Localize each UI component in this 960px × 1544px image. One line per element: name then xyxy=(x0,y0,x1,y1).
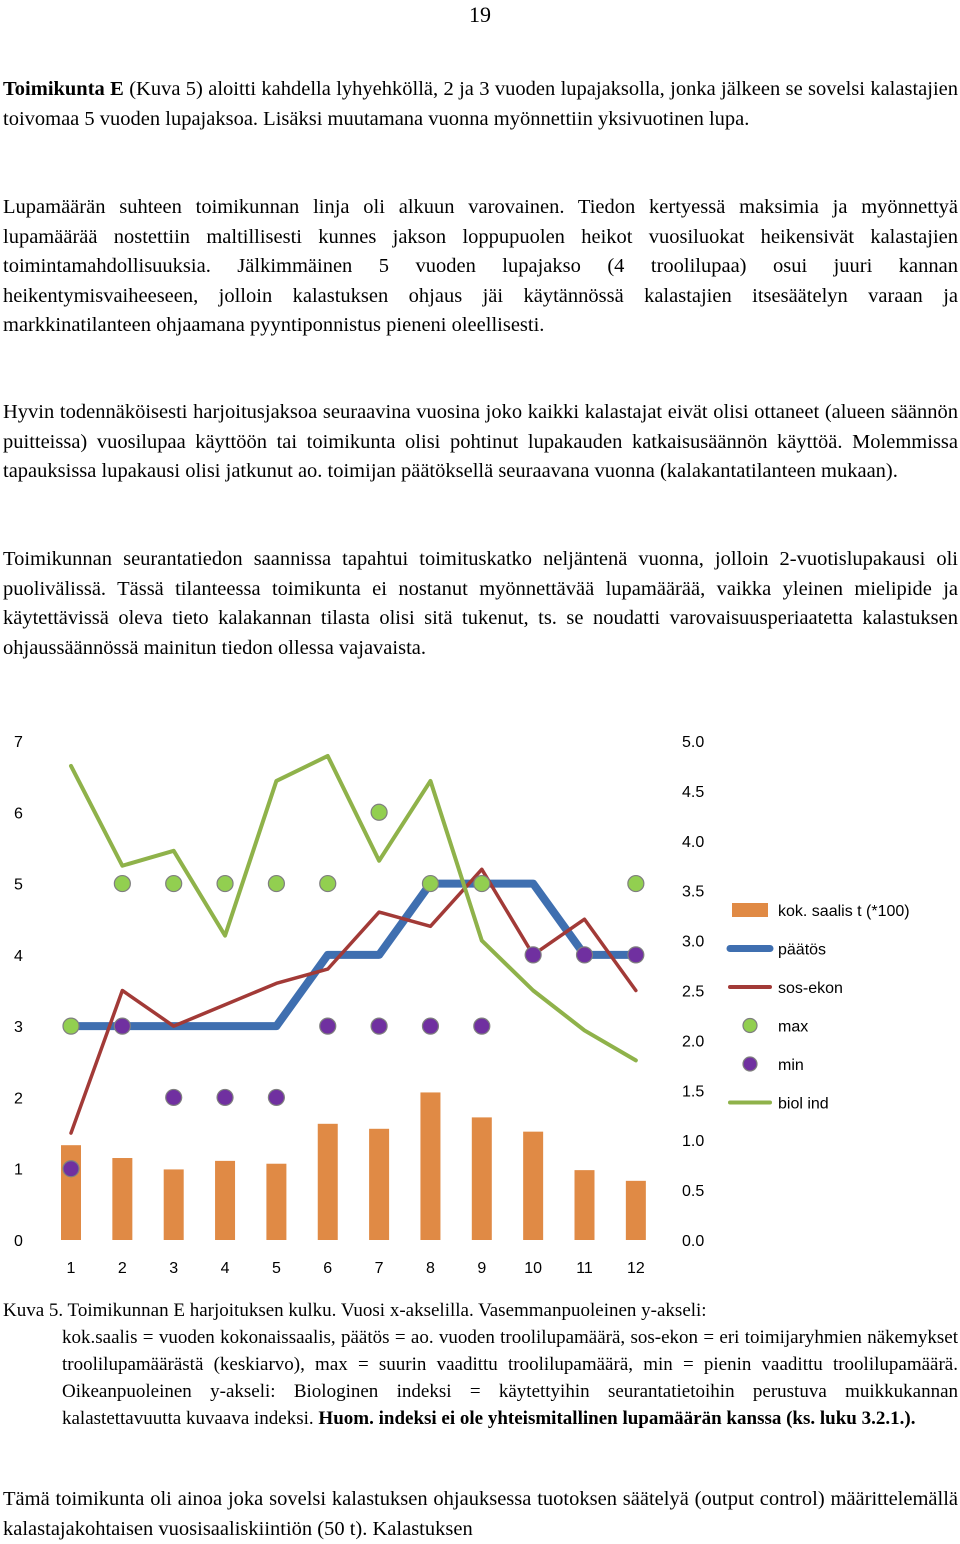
bar xyxy=(266,1164,286,1240)
right-axis-tick-label: 2.5 xyxy=(682,983,705,1001)
legend-swatch xyxy=(732,903,768,917)
legend-swatch xyxy=(743,1057,757,1071)
data-point xyxy=(628,876,644,892)
paragraph-1-lead: Toimikunta E xyxy=(3,78,124,100)
left-axis-tick-label: 4 xyxy=(14,947,23,965)
data-point xyxy=(577,947,593,963)
legend-label: kok. saalis t (*100) xyxy=(778,903,910,920)
x-axis-tick-label: 1 xyxy=(66,1260,76,1277)
x-axis-tick-label: 6 xyxy=(323,1260,333,1277)
data-point xyxy=(474,876,490,892)
bar xyxy=(318,1124,338,1240)
data-point xyxy=(217,1089,233,1105)
caption-text: kok.saalis = vuoden kokonaissaalis, päätös = ao. vuoden troolilupamäärä, sos-ekon = eri toimijaryhmien näkemykset troolilupamäärästä (keskiarvo), max = suurin vaadittu troolilupamäärä, min = pienin vaadittu troolilupamäärä. Oikeanpuoleinen y-akseli: Biologinen indeksi = käytettyihin seurantatietoihin perustuva muikkukannan kalastettavuutta kuvaava indeksi. xyxy=(62,1327,958,1429)
legend-label: sos-ekon xyxy=(778,980,843,997)
left-axis-tick-label: 6 xyxy=(14,805,23,823)
x-axis-tick-label: 2 xyxy=(117,1260,127,1277)
x-axis-tick-label: 12 xyxy=(626,1260,645,1277)
legend-label: max xyxy=(778,1018,809,1036)
left-axis-tick-label: 1 xyxy=(14,1161,23,1179)
data-point xyxy=(525,947,541,963)
data-point xyxy=(371,804,387,820)
paragraph-5: Tämä toimikunta oli ainoa joka sovelsi kalastuksen ohjauksessa tuotoksen säätelyä (output control) määrittelemällä kalastajakohtaisen vuosisaaliskiintiön (50 t). Kalastuksen xyxy=(3,1488,958,1540)
bar xyxy=(112,1158,132,1240)
x-axis-tick-label: 9 xyxy=(477,1260,487,1277)
bar xyxy=(626,1181,646,1240)
x-axis-tick-label: 7 xyxy=(374,1260,384,1277)
data-point xyxy=(166,1089,182,1105)
bar xyxy=(575,1170,595,1240)
caption-lead: Kuva 5. Toimikunnan E harjoituksen kulku. Vuosi x-akselilla. Vasemmanpuoleinen y-akseli: xyxy=(3,1300,707,1321)
bar xyxy=(523,1132,543,1240)
x-axis-tick-label: 8 xyxy=(425,1260,435,1277)
right-axis-tick-label: 1.0 xyxy=(682,1133,705,1151)
data-point xyxy=(63,1161,79,1177)
caption-note: Huom. indeksi ei ole yhteismitallinen lupamäärän kanssa (ks. luku 3.2.1.). xyxy=(318,1408,916,1429)
data-point xyxy=(166,876,182,892)
data-point xyxy=(268,1089,284,1105)
right-axis-tick-label: 4.5 xyxy=(682,783,705,801)
data-point xyxy=(320,876,336,892)
legend-swatch xyxy=(743,1019,757,1033)
left-axis-tick-label: 3 xyxy=(14,1019,23,1037)
x-axis-tick-label: 11 xyxy=(576,1260,593,1277)
bar xyxy=(61,1145,81,1240)
bar xyxy=(164,1169,184,1240)
page-number: 19 xyxy=(469,2,491,27)
left-axis-tick-label: 2 xyxy=(14,1090,23,1108)
left-axis-tick-label: 5 xyxy=(14,876,23,894)
bar xyxy=(215,1161,235,1240)
right-axis-tick-label: 5.0 xyxy=(682,734,705,751)
data-point xyxy=(114,1018,130,1034)
right-axis-tick-label: 4.0 xyxy=(682,833,705,851)
right-axis-tick-label: 2.0 xyxy=(682,1033,705,1051)
data-point xyxy=(371,1018,387,1034)
bar xyxy=(472,1117,492,1240)
paragraph-4: Toimikunnan seurantatiedon saannissa tapahtui toimituskatko neljäntenä vuonna, jolloin 2-vuotislupakausi oli puolivälissä. Tässä tilanteessa toimikunta ei nostanut myönnettävää lupamäärää, vaikka yleinen mielipide ja käytettävissä oleva tieto kalakannan tilasta olisi sitä tukenut, ts. se noudatti varovaisuusperiaatetta kalastuksen ohjaussäännössä mainitun tiedon ollessa vajavaista. xyxy=(3,548,958,659)
x-axis-tick-label: 4 xyxy=(220,1260,230,1277)
paragraph-1 xyxy=(3,75,958,134)
right-axis-tick-label: 3.5 xyxy=(682,883,705,901)
chart xyxy=(0,720,960,1300)
legend-label: päätös xyxy=(778,941,827,959)
legend-label: min xyxy=(778,1057,804,1074)
figure-caption xyxy=(3,1297,958,1432)
x-axis-tick-label: 3 xyxy=(169,1260,179,1277)
right-axis-tick-label: 1.5 xyxy=(682,1083,705,1101)
bar xyxy=(369,1129,389,1240)
caption-body xyxy=(3,1324,958,1432)
left-axis-tick-label: 0 xyxy=(14,1233,23,1250)
legend-label: biol ind xyxy=(778,1095,829,1113)
x-axis-tick-label: 10 xyxy=(524,1260,543,1277)
x-axis-tick-label: 5 xyxy=(271,1260,281,1277)
data-point xyxy=(422,1018,438,1034)
data-point xyxy=(217,876,233,892)
data-point xyxy=(268,876,284,892)
left-axis-tick-label: 7 xyxy=(14,734,23,751)
data-point xyxy=(320,1018,336,1034)
data-point xyxy=(422,876,438,892)
paragraph-3: Hyvin todennäköisesti harjoitusjaksoa seuraavina vuosina joko kaikki kalastajat eivät olisi ottaneet (alueen säännön puitteissa) vuosilupaa käyttöön tai toimikunta olisi pohtinut lupakauden katkaisusäännön käyttöä. Molemmissa tapauksissa lupakausi olisi jatkunut ao. toimijan päätöksellä seuraavana vuonna (kalakantatilanteen mukaan). xyxy=(3,401,958,482)
data-point xyxy=(63,1018,79,1034)
right-axis-tick-label: 0.5 xyxy=(682,1183,705,1201)
paragraph-2: Lupamäärän suhteen toimikunnan linja oli alkuun varovainen. Tiedon kertyessä maksimia ja myönnettyä lupamäärää nostettiin maltillisesti kunnes jakson loppupuolen heikot vuosiluokat heikensivät kalastajien toimintamahdollisuuksia. Jälkimmäinen 5 vuoden lupajakso (4 troolilupaa) osui juuri kannan heikentymisvaiheeseen, jolloin kalastuksen ohjaus jäi käytännössä kalastajien itsesäätelyn varaan ja markkinatilanteen ohjaamana pyyntiponnistus pieneni oleellisesti. xyxy=(3,196,958,336)
data-point xyxy=(628,947,644,963)
data-point xyxy=(114,876,130,892)
paragraph-1-text: (Kuva 5) aloitti kahdella lyhyehköllä, 2 ja 3 vuoden lupajaksolla, jonka jälkeen se sovelsi kalastajien toivomaa 5 vuoden lupajaksoa. Lisäksi muutamana vuonna myönnettiin yksivuotinen lupa. xyxy=(3,78,958,130)
right-axis-tick-label: 0.0 xyxy=(682,1233,705,1250)
bar xyxy=(420,1092,440,1240)
data-point xyxy=(474,1018,490,1034)
right-axis-tick-label: 3.0 xyxy=(682,933,705,951)
